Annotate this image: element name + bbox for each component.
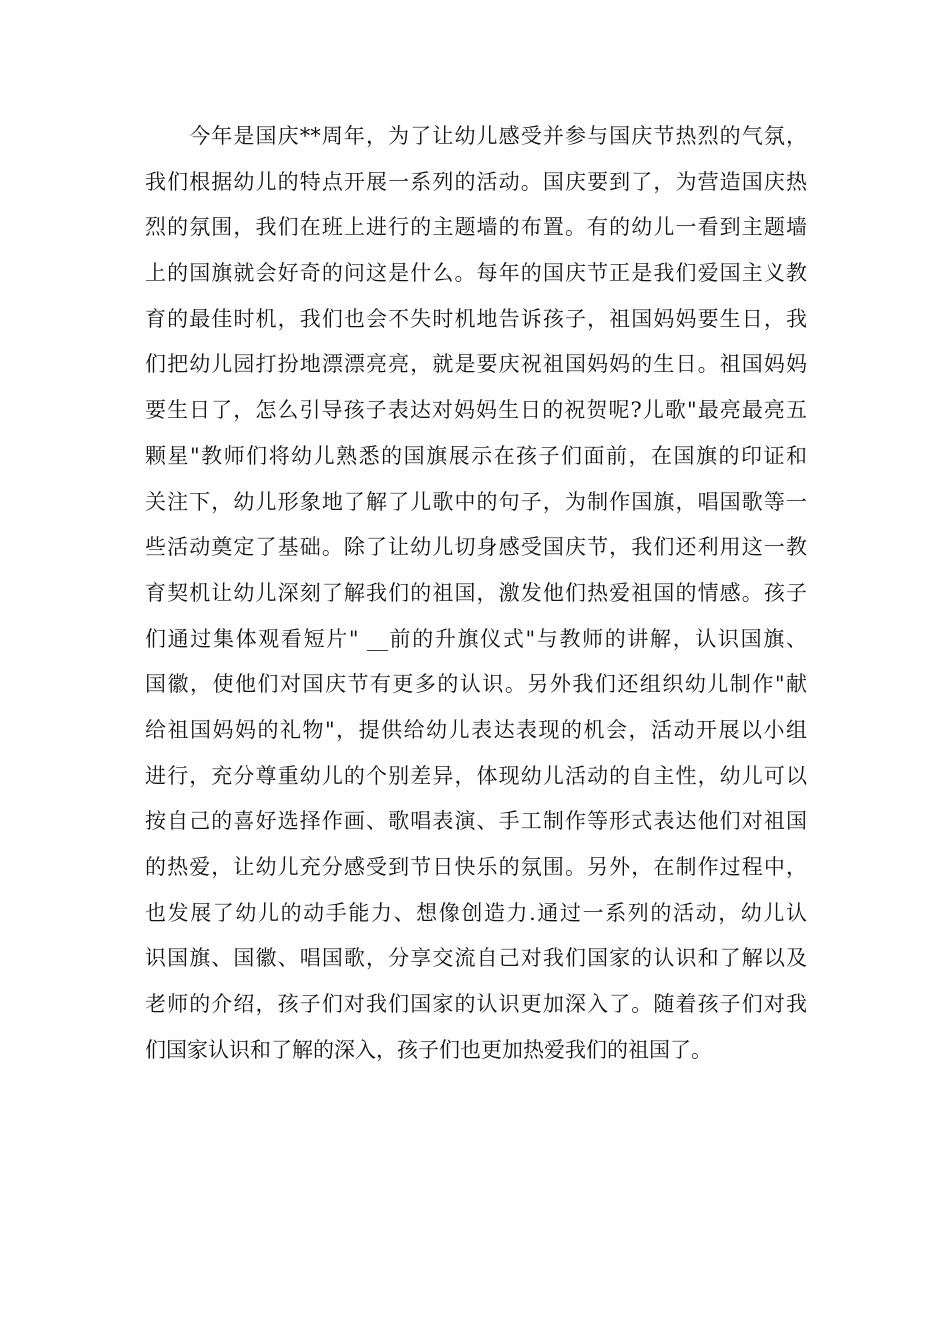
paragraph-line: 些活动奠定了基础。除了让幼儿切身感受国庆节，我们还利用这一教	[145, 535, 807, 560]
paragraph-line: 烈的氛围，我们在班上进行的主题墙的布置。有的幼儿一看到主题墙	[145, 215, 807, 240]
paragraph-line: 给祖国妈妈的礼物"，提供给幼儿表达表现的机会，活动开展以小组	[145, 717, 807, 742]
paragraph-line: 今年是国庆**周年，为了让幼儿感受并参与国庆节热烈的气氛，	[145, 124, 807, 148]
paragraph-line: 也发展了幼儿的动手能力、想像创造力.通过一系列的活动，幼儿认	[145, 900, 807, 925]
paragraph-line: 国徽，使他们对国庆节有更多的认识。另外我们还组织幼儿制作"献	[145, 672, 807, 697]
paragraph-line: 按自己的喜好选择作画、歌唱表演、手工制作等形式表达他们对祖国	[145, 809, 807, 834]
paragraph-line: 育的最佳时机，我们也会不失时机地告诉孩子，祖国妈妈要生日，我	[145, 306, 807, 331]
paragraph-line: 进行，充分尊重幼儿的个别差异，体现幼儿活动的自主性，幼儿可以	[145, 763, 807, 788]
paragraph-line: 我们根据幼儿的特点开展一系列的活动。国庆要到了，为营造国庆热	[145, 169, 807, 194]
paragraph-line: 育契机让幼儿深刻了解我们的祖国，激发他们热爱祖国的情感。孩子	[145, 580, 807, 605]
paragraph-line: 们国家认识和了解的深入，孩子们也更加热爱我们的祖国了。	[145, 1037, 712, 1062]
paragraph-line: 们通过集体观看短片" __前的升旗仪式"与教师的讲解，认识国旗、	[145, 626, 807, 651]
paragraph-line: 颗星"教师们将幼儿熟悉的国旗展示在孩子们面前，在国旗的印证和	[145, 443, 807, 468]
paragraph-line: 要生日了，怎么引导孩子表达对妈妈生日的祝贺呢?儿歌"最亮最亮五	[145, 398, 807, 423]
body-paragraph	[145, 114, 807, 1073]
paragraph-line: 的热爱，让幼儿充分感受到节日快乐的氛围。另外，在制作过程中，	[145, 855, 807, 879]
paragraph-line: 识国旗、国徽、唱国歌，分享交流自己对我们国家的认识和了解以及	[145, 946, 807, 971]
paragraph-line: 关注下，幼儿形象地了解了儿歌中的句子，为制作国旗，唱国歌等一	[145, 489, 807, 514]
paragraph-line: 上的国旗就会好奇的问这是什么。每年的国庆节正是我们爱国主义教	[145, 261, 807, 286]
paragraph-line: 老师的介绍，孩子们对我们国家的认识更加深入了。随着孩子们对我	[145, 992, 807, 1017]
paragraph-line: 们把幼儿园打扮地漂漂亮亮，就是要庆祝祖国妈妈的生日。祖国妈妈	[145, 352, 807, 377]
